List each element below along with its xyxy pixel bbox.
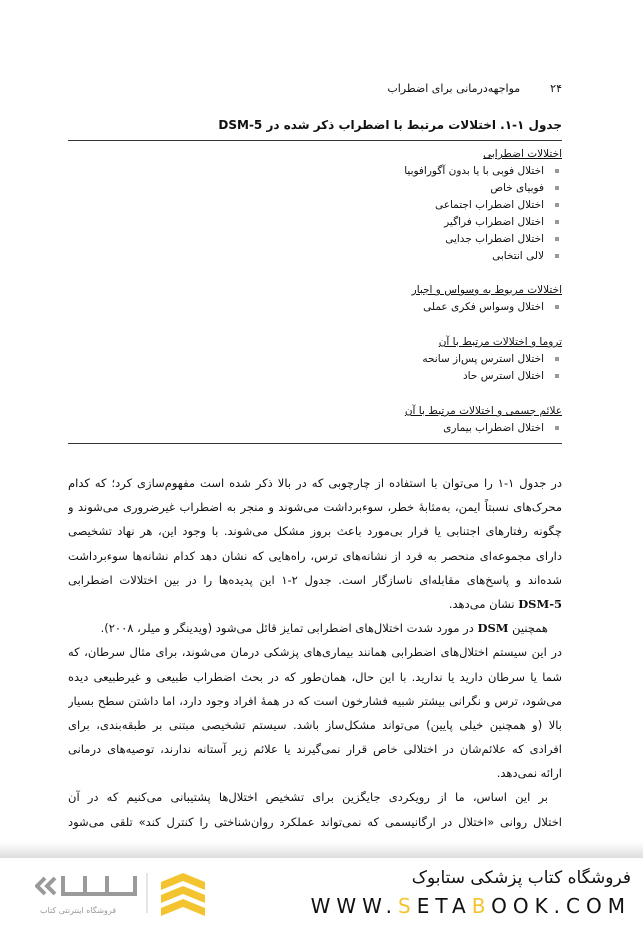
store-url[interactable]: WWW.SETABOOK.COM bbox=[310, 894, 631, 918]
bullet-icon bbox=[555, 186, 559, 190]
list-item: اختلال استرس حاد bbox=[300, 368, 562, 385]
text-line: محرک‌های نسبتاً ایمن، به‌مثابهٔ خطر، سوءبرداشت می‌شوند و منجر به اضطراب غیرضروری می‌شوند و bbox=[68, 500, 562, 515]
table-section-anxiety bbox=[300, 145, 562, 265]
store-name: فروشگاه کتاب پزشکی ستابوک bbox=[411, 868, 631, 888]
list-item: اختلال اضطراب بیماری bbox=[300, 420, 562, 437]
table-title: جدول ۱-۱. اختلالات مرتبط با اضطراب ذکر شده در DSM-5 bbox=[218, 118, 562, 132]
bullet-icon bbox=[555, 169, 559, 173]
logo-wordmark-icon bbox=[37, 876, 135, 894]
text-line: شما یا سرطان دارید یا ندارید. با این حال، همان‌طور که در بحث اضطراب طبیعی و غیرطبیعی دیده bbox=[68, 669, 562, 684]
bullet-icon bbox=[555, 237, 559, 241]
table-section-somatic bbox=[300, 402, 562, 437]
banner-shadow bbox=[0, 842, 643, 858]
text-line: شده‌اند و پاسخ‌های مقابله‌ای ناسازگار است. جدول ۲-۱ این پدیده‌ها را در بین اختلالات اضطرابی bbox=[68, 572, 562, 587]
bullet-icon bbox=[555, 374, 559, 378]
text-line: دارای مجموعه‌ای منحصر به فرد از نشانه‌های ترس، راه‌هایی که نشان دهد کدام نشانه‌ها سوءبرداشت bbox=[68, 548, 562, 563]
table-bottom-rule bbox=[68, 443, 562, 444]
section-heading: علائم جسمی و اختلالات مرتبط با آن bbox=[404, 405, 562, 417]
list-item: اختلال اضطراب فراگیر bbox=[300, 214, 562, 231]
text-line: همچنین DSM در مورد شدت اختلال‌های اضطرابی تمایز قائل می‌شود (ویدینگر و میلر، ۲۰۰۸). bbox=[100, 621, 548, 636]
text-line: بالا (و همچنین خیلی پایین) می‌تواند مشکل‌ساز باشد. سیستم تشخیصی مبتنی بر طبقه‌بندی، برای bbox=[68, 717, 562, 732]
table-section-trauma bbox=[300, 333, 562, 385]
text-line: اختلال روانی «اختلال در ارگانیسمی که نمی‌تواند عملکرد روان‌شناختی را کنترل کند» تلقی می‌شود bbox=[68, 814, 562, 829]
list-item: اختلال وسواس فکری عملی bbox=[300, 299, 562, 316]
body-text bbox=[68, 471, 562, 834]
text-line: بر این اساس، ما از رویکردی جایگزین برای تشخیص اختلال‌ها پشتیبانی می‌کنیم که در آن bbox=[68, 790, 548, 805]
bullet-icon bbox=[555, 254, 559, 258]
logo-tagline: فروشگاه اینترنتی کتاب bbox=[40, 906, 117, 915]
text-line: افرادی که علائم‌شان در اختلالی خاص قرار نمی‌گیرند یا علائم زیر آستانه ندارند، توصیه‌های درمانی bbox=[68, 742, 562, 757]
text-line: در جدول ۱-۱ را می‌توان با استفاده از چارچوبی که در بالا ذکر شده است مفهوم‌سازی کرد؛ که کدام bbox=[68, 476, 562, 490]
list-item: اختلال استرس پس‌از سانحه bbox=[300, 351, 562, 368]
section-heading: اختلالات اضطرابی bbox=[483, 148, 562, 160]
text-line: می‌شود، ترس و نگرانی بیشتر شبیه فشارخون است که در همهٔ افراد وجود دارد، اما داشتن سطح بسیار bbox=[68, 693, 562, 708]
section-heading: تروما و اختلالات مرتبط با آن bbox=[438, 336, 562, 348]
bullet-icon bbox=[555, 426, 559, 430]
list-item: فوبیای خاص bbox=[300, 180, 562, 197]
list-item: اختلال اضطراب جدایی bbox=[300, 231, 562, 248]
list-item: لالی انتخابی bbox=[300, 248, 562, 265]
text-line: در این سیستم اختلال‌های اضطرابی همانند بیماری‌های پزشکی درمان می‌شوند، برای مثال سرطان، که bbox=[68, 645, 562, 660]
table-top-rule bbox=[68, 140, 562, 141]
running-head bbox=[300, 82, 562, 95]
bullet-icon bbox=[555, 357, 559, 361]
bullet-icon bbox=[555, 203, 559, 207]
chevron-logo-icon bbox=[161, 873, 205, 916]
list-item: اختلال فوبی با یا بدون آگورافوبیا bbox=[300, 163, 562, 180]
bullet-icon bbox=[555, 220, 559, 224]
section-heading: اختلالات مربوط به وسواس و اجبار bbox=[411, 284, 562, 296]
running-title: مواجهه‌درمانی برای اضطراب bbox=[387, 82, 521, 95]
text-line: DSM-5 نشان می‌دهد. bbox=[448, 596, 562, 611]
text-line: ارائه نمی‌دهد. bbox=[496, 766, 562, 781]
page-number: ۲۴ bbox=[550, 82, 562, 95]
table-section-ocd bbox=[300, 281, 562, 316]
bullet-icon bbox=[555, 305, 559, 309]
list-item: اختلال اضطراب اجتماعی bbox=[300, 197, 562, 214]
text-line: چگونه رفتارهای اجتنابی یا فرار بی‌مورد باعث بروز مشکل می‌شوند. با وجود این، هر نهاد تشخیصی bbox=[68, 524, 562, 539]
